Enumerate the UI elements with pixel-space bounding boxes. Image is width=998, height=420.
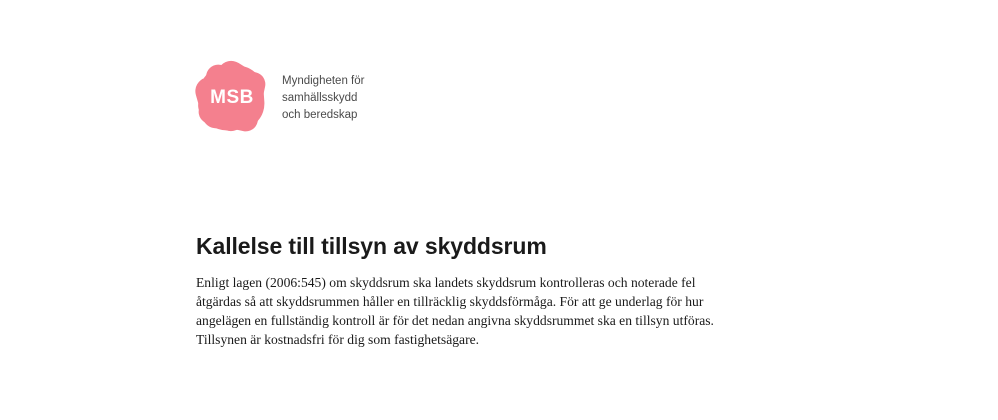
msb-logo-icon [196, 62, 268, 134]
organization-name [282, 73, 364, 124]
logo-acronym: MSB [210, 87, 254, 108]
organization-name-line-2: samhällsskydd [282, 91, 358, 104]
organization-logo [196, 62, 364, 134]
page-title: Kallelse till tillsyn av skyddsrum [196, 233, 547, 260]
organization-name-line-3: och beredskap [282, 108, 358, 121]
organization-name-line-1: Myndigheten för [282, 74, 365, 87]
body-paragraph: Enligt lagen (2006:545) om skyddsrum ska landets skyddsrum kontrolleras och noterade fel åtgärdas så att skyddsrummen håller en tillräcklig skyddsförmåga. För att ge underlag för hur angelägen en fullständig kontroll är för det nedan angivna skyddsrummet ska en tillsyn utföras. Tillsynen är kostnadsfri för dig som fastighetsägare. [196, 274, 714, 348]
